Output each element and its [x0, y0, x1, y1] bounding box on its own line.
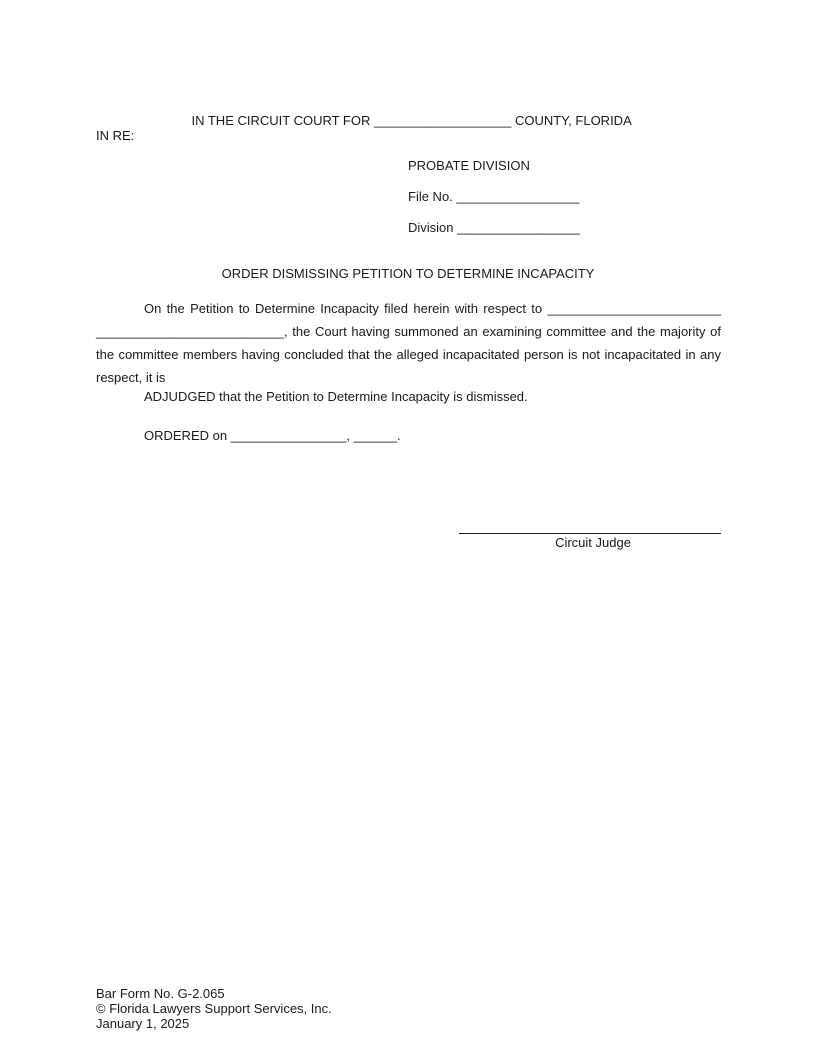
probate-division-label: PROBATE DIVISION — [408, 158, 530, 173]
body-line: __________________________, the Court having summoned an examining committee and the majority of — [96, 324, 721, 339]
footer-date: January 1, 2025 — [96, 1016, 190, 1031]
file-number-field: File No. _________________ — [408, 189, 580, 204]
order-title: ORDER DISMISSING PETITION TO DETERMINE INCAPACITY — [221, 266, 595, 281]
division-field: Division _________________ — [408, 220, 581, 235]
court-caption — [0, 97, 816, 129]
body-line: the committee members having concluded that the alleged incapacitated person is not incapacitated in any — [96, 347, 721, 362]
judge-signature-label: Circuit Judge — [555, 535, 631, 550]
in-re-label: IN RE: — [96, 128, 135, 143]
footer-form-number: Bar Form No. G-2.065 — [96, 986, 225, 1001]
adjudged-clause: ADJUDGED that the Petition to Determine Incapacity is dismissed. — [144, 389, 528, 404]
body-line: On the Petition to Determine Incapacity filed herein with respect to ________________________ — [144, 301, 721, 316]
ordered-date-line: ORDERED on ________________, ______. — [144, 428, 401, 443]
body-line: respect, it is — [96, 370, 166, 385]
judge-signature-line — [459, 533, 721, 534]
court-caption-text: IN THE CIRCUIT COURT FOR ___________________ COUNTY, FLORIDA — [191, 113, 632, 128]
order-body-paragraph — [96, 297, 721, 389]
footer-copyright: © Florida Lawyers Support Services, Inc. — [96, 1001, 332, 1016]
